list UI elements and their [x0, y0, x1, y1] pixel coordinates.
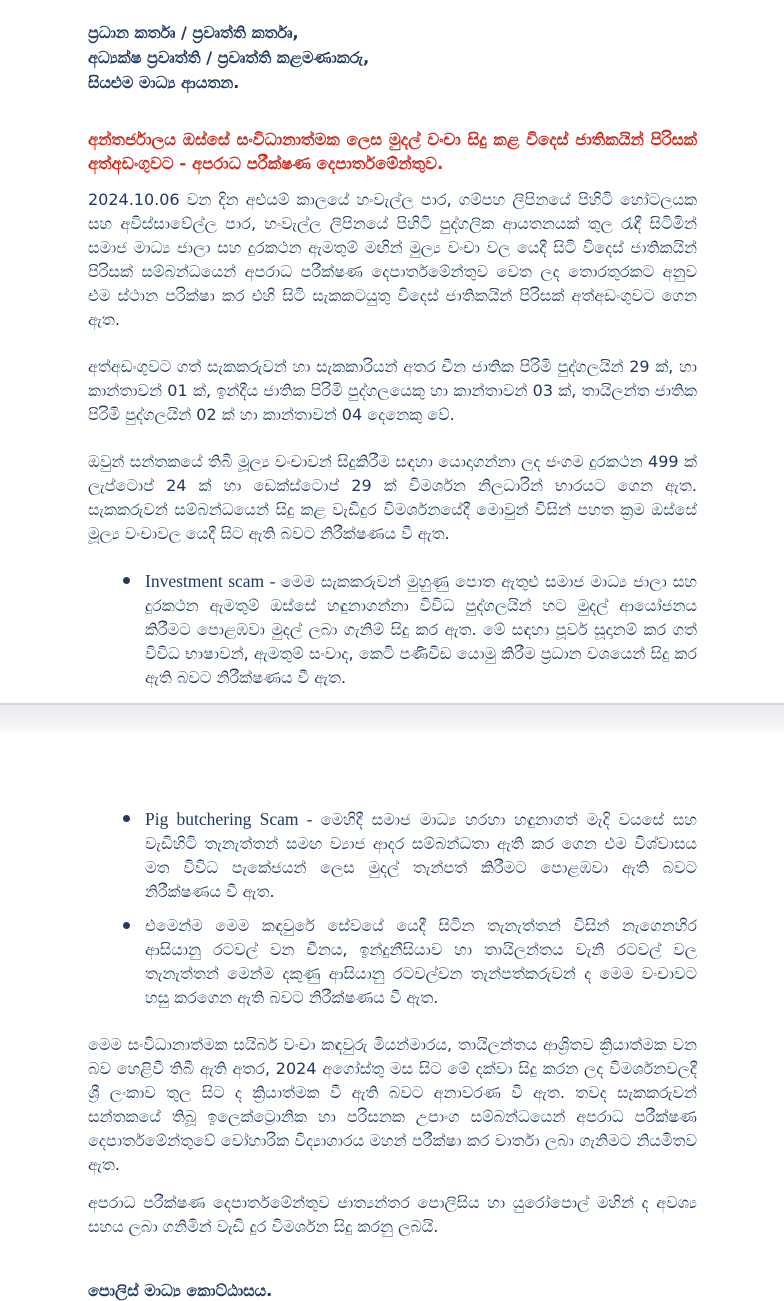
recipient-line: ප්‍රධාන කර්තෘ / ප්‍රවෘත්ති කර්තෘ, [88, 23, 299, 42]
recipient-block [88, 20, 697, 95]
page-break-separator [0, 703, 784, 733]
list-item-investment-scam [123, 569, 697, 690]
document-title: අන්තර්ජාලය ඔස්සේ සංවිධානාත්මක ලෙස මුදල් වංචා සිදු කළ විදෙස් ජාතිකයින් පිරිසක් අත්අඩංගුවට - අපරාධ පරීක්ෂණ දෙපාර්තමේන්තුව. [88, 130, 697, 173]
bullet-icon [123, 922, 130, 929]
scam-method-list [88, 569, 697, 690]
paragraph-seized-devices: ඔවුන් සන්තකයේ තිබී මූල්‍ය වංචාවන් සිදුකිරීම සඳහා යොදාගන්නා ලද ජංගම දුරකථන 499 ක් ලැප්ටොප් 24 ක් හා ඩෙක්ස්ටොප් 29 ක් විමර්ශන නිලධාරින් භාරයට ගෙන ඇත. සැකකරුවන් සම්බන්ධයෙන් සිදු කළ වැඩිදුර විමර්ශනයේදී මොවුන් විසින් පහත ක්‍රම ඔස්සේ මූල්‍ය වංචාවල යෙදී සිට ඇති බවට නිරීක්ෂණය වී ඇත. [88, 452, 697, 543]
list-item-pig-butchering-scam [123, 807, 697, 904]
scam-description: මෙහිදී සමාජ මාධ්‍ය හරහා හඳුනාගත් මැදි වයසේ සහ වැඩිහිටි තැනැත්තන් සමඟ ව්‍යාජ ආදර සම්බන්ධතා ඇති කර ගෙන එම විශ්වාසය මත විවිධ පැකේජයන් ලෙස මුදල් තැන්පත් කිරීමට පොළඹවා ඇති බවට නිරීක්ෂණය වී ඇත. [145, 810, 697, 901]
bullet-icon [123, 815, 130, 822]
issuing-division-signature: පොලිස් මාධ්‍ය කොට්ඨාසය. [88, 1281, 273, 1300]
scam-description: එමෙන්ම මෙම කඳවුරේ සේවයේ යෙදී සිටින තැනැත්තන් විසින් නැගෙනහිර ආසියානු රටවල් වන චීනය, ඉන්දුනීසියාව හා තායිලන්තය වැනි රටවල් වල තැනැත්තන් මෙන්ම දකුණු ආසියානු රටවල්වන තැන්පත්කරුවන් ද මෙම වංචාවට හසු කරගෙන ඇති බවට නිරීක්ෂණය වී ඇත. [145, 916, 697, 1007]
document-page-2 [0, 733, 784, 1301]
recipient-line: අධ්‍යක්ෂ ප්‍රවෘත්ති / ප්‍රවෘත්ති කළමණාකරු, [88, 48, 370, 67]
scam-description: මෙම සැකකරුවන් මුහුණු පොත ඇතුළු සමාජ මාධ්‍ය ජාලා සහ දුරකථන ඇමතුම් ඔස්සේ හඳුනාගන්නා විවිධ පුද්ගලයින් හට මුදල් ආයෝජනය කිරීමට පොළඹවා මුදල් ලබා ගැනිම් සිදු කර ඇත. මේ සඳහා පූර්ව සූදානම් කර ගත් විවිධ භාෂාවන්, ඇමතුම් සංවාද, කෙටි පණිවිඩ යොමු කිරීම ප්‍රධාන වශයෙන් සිදු කර ඇති බවට නිරීක්ෂණය වී ඇත. [145, 572, 697, 687]
paragraph-cyber-camps: මෙම සංවිධානාත්මක සයිබර් වංචා කඳවුරු මියන්මාරය, තායිලන්තය ආශ්‍රිතව ක්‍රියාත්මක වන බව හෙළිවී තිබී ඇති අතර, 2024 අගෝස්තු මස සිට මේ දක්වා සිදු කරන ලද විමර්ශනවලදී ශ්‍රී ලංකාව තුල සිට ද ක්‍රියාත්මක වී ඇති බවට අනාවරණ වී ඇත. තවද සැකකරුවන් සන්තකයේ තිබූ ඉලෙක්ට්‍රොනික හා පරිසනක උපාංග සම්බන්ධයෙන් අපරාධ පරීක්ෂණ දෙපාර්තමේන්තුවේ වෝහාරික විද්‍යාගාරය මහන් පරීක්ෂා කර වාර්තා ලබා ගැනිමට නියමිතව ඇත. [88, 1035, 697, 1174]
recipient-line: සියළුම මාධ්‍ය ආයතන. [88, 73, 240, 92]
scam-method-list-continued [88, 807, 697, 1010]
scam-label: Pig butchering Scam - [145, 809, 321, 829]
paragraph-suspect-counts: අත්අඩංගුවට ගත් සැකකරුවන් හා සැකකාරියන් අතර චීන ජාතික පිරිමි පුද්ගලයින් 29 ක්, හා කාන්තාවන් 01 ක්, ඉන්දීය ජාතික පිරිමි පුද්ගලයෙකු හා කාන්තාවන් 03 ක්, තායිලන්ත ජාතික පිරිමි පුද්ගලයින් 02 ක් හා කාන්තාවන් 04 දෙනෙකු වේ. [88, 357, 697, 424]
bullet-icon [123, 577, 130, 584]
list-item-camp-workers [123, 914, 697, 1010]
paragraph-arrest-details: 2024.10.06 වන දින අළුයම් කාලයේ හංවැල්ල පාර, ගම්පහ ලිපිනයේ පිහිටි හෝටලයක සහ අවිස්සාවේල්ල පාර, හංවැල්ල ලිපිනයේ පිහිටි පුද්ගලික ආයතනයක් තුල රැඳී සිටිමින් සමාජ මාධ්‍ය ජාලා සහ දුරකථන ඇමතුම් මඟින් මුල්‍ය වංචා වල යෙදී සිටි විදෙස් ජාතිකයින් පිරිසක් සම්බන්ධයෙන් අපරාධ පරීක්ෂණ දෙපාර්තමේන්තුව වෙත ලද තොරතුරකට අනුව එම ස්ථාන පරික්ෂා කර එහි සිටි සැකකටයුතු විදෙස් ජාතිකයින් පිරිසක් අත්අඩංගුවට ගෙන ඇත. [88, 190, 697, 329]
scam-label: Investment scam - [145, 571, 281, 591]
paragraph-interpol-europol: අපරාධ පරීක්ෂණ දෙපාර්තමේන්තුව ජාත්‍යන්තර පොලිසිය හා යුරෝපොල් මහින් ද අවශ්‍ය සහය ලබා ගනිමින් වැඩි දුර විමර්ශන සිදු කරනු ලබයි. [88, 1193, 697, 1236]
